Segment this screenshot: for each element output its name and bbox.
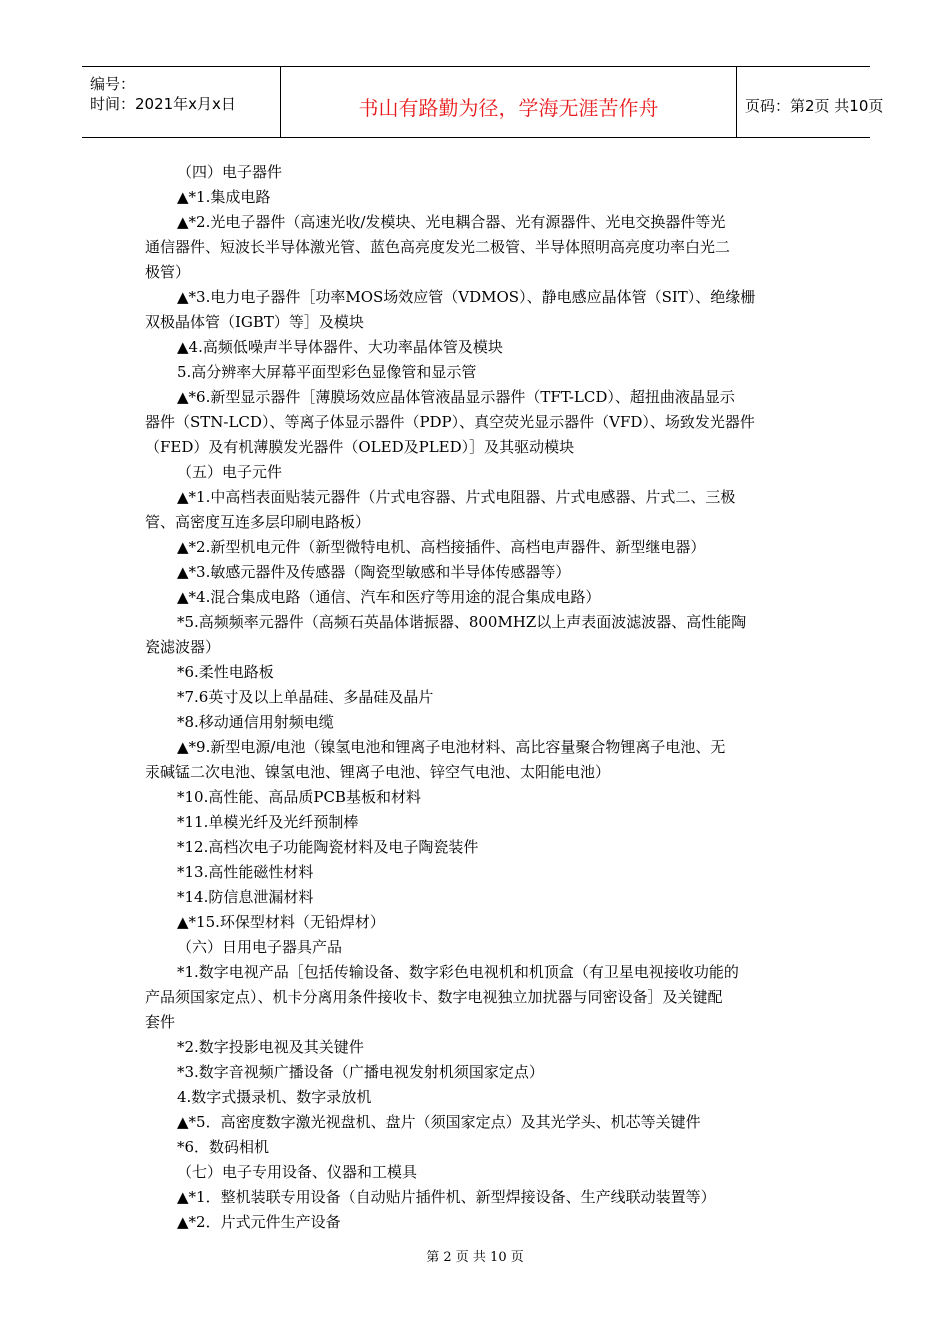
list-item: *12.高档次电子功能陶瓷材料及电子陶瓷装件 [177,838,479,856]
list-item: ▲*6.新型显示器件［薄膜场效应晶体管液晶显示器件（TFT-LCD）、超扭曲液晶显示 [177,388,735,406]
list-item: *14.防信息泄漏材料 [177,888,314,906]
list-item: ▲*2.光电子器件（高速光收/发模块、光电耦合器、光有源器件、光电交换器件等光 [177,213,726,231]
time-label: 时间：2021年x月x日 [90,95,236,113]
list-item: ▲*4.混合集成电路（通信、汽车和医疗等用途的混合集成电路） [177,588,601,606]
list-item: ▲*2.新型机电元件（新型微特电机、高档接插件、高档电声器件、新型继电器） [177,538,706,556]
list-item-continuation: 极管） [145,263,191,281]
section-heading: （四）电子器件 [177,163,283,181]
header-page-number: 页码：第2页 共10页 [745,97,884,115]
section-heading: （五）电子元件 [177,463,283,481]
list-item-continuation: 瓷滤波器） [145,638,221,656]
list-item: *6．数码相机 [177,1138,270,1156]
page-footer: 第 2 页 共 10 页 [426,1250,524,1265]
list-item: ▲*1.集成电路 [177,188,271,206]
document-body [145,160,810,1235]
list-item: *3.数字音视频广播设备（广播电视发射机须国家定点） [177,1063,544,1081]
list-item: ▲*3.电力电子器件［功率MOS场效应管（VDMOS）、静电感应晶体管（SIT）、绝缘栅 [177,288,756,306]
list-item: *6.柔性电路板 [177,663,274,681]
list-item-continuation: 汞碱锰二次电池、镍氢电池、锂离子电池、锌空气电池、太阳能电池） [145,763,611,781]
list-item: ▲*9.新型电源/电池（镍氢电池和锂离子电池材料、高比容量聚合物锂离子电池、无 [177,738,726,756]
list-item: ▲*2．片式元件生产设备 [177,1213,341,1231]
list-item: ▲*1.中高档表面贴装元器件（片式电容器、片式电阻器、片式电感器、片式二、三极 [177,488,736,506]
list-item: ▲*3.敏感元器件及传感器（陶瓷型敏感和半导体传感器等） [177,563,571,581]
list-item-continuation: 器件（STN-LCD）、等离子体显示器件（PDP）、真空荧光显示器件（VFD）、场致发光器件 [145,413,755,431]
list-item-continuation: 套件 [145,1013,176,1031]
list-item-continuation: （FED）及有机薄膜发光器件（OLED及PLED）］及其驱动模块 [145,438,575,456]
list-item: *8.移动通信用射频电缆 [177,713,334,731]
list-item: ▲*15.环保型材料（无铅焊材） [177,913,385,931]
section-heading: （六）日用电子器具产品 [177,938,343,956]
list-item: ▲*1．整机装联专用设备（自动贴片插件机、新型焊接设备、生产线联动装置等） [177,1188,716,1206]
list-item-continuation: 产品须国家定点）、机卡分离用条件接收卡、数字电视独立加扰器与同密设备］及关键配 [145,988,723,1006]
header-motto: 书山有路勤为径，学海无涯苦作舟 [358,96,659,120]
list-item: 5.高分辨率大屏幕平面型彩色显像管和显示管 [177,363,477,381]
list-item: *10.高性能、高品质PCB基板和材料 [177,788,421,806]
list-item-continuation: 管、高密度互连多层印刷电路板） [145,513,371,531]
list-item: ▲4.高频低噪声半导体器件、大功率晶体管及模块 [177,338,503,356]
list-item: *11.单模光纤及光纤预制棒 [177,813,359,831]
list-item: ▲*5．高密度数字激光视盘机、盘片（须国家定点）及其光学头、机芯等关键件 [177,1113,701,1131]
number-label: 编号： [90,75,136,93]
header-motto-cell [281,67,737,137]
list-item: *5.高频频率元器件（高频石英晶体谐振器、800MHZ以上声表面波滤波器、高性能陶 [177,613,747,631]
list-item: *13.高性能磁性材料 [177,863,314,881]
list-item-continuation: 通信器件、短波长半导体激光管、蓝色高亮度发光二极管、半导体照明高亮度功率白光二 [145,238,731,256]
page-header [82,66,884,138]
header-meta-cell [82,67,281,137]
list-item: 4.数字式摄录机、数字录放机 [177,1088,372,1106]
list-item-continuation: 双极晶体管（IGBT）等］及模块 [145,313,364,331]
header-page-cell [737,67,884,137]
section-heading: （七）电子专用设备、仪器和工模具 [177,1163,418,1181]
list-item: *7.6英寸及以上单晶硅、多晶硅及晶片 [177,688,434,706]
list-item: *2.数字投影电视及其关键件 [177,1038,364,1056]
list-item: *1.数字电视产品［包括传输设备、数字彩色电视机和机顶盒（有卫星电视接收功能的 [177,963,739,981]
